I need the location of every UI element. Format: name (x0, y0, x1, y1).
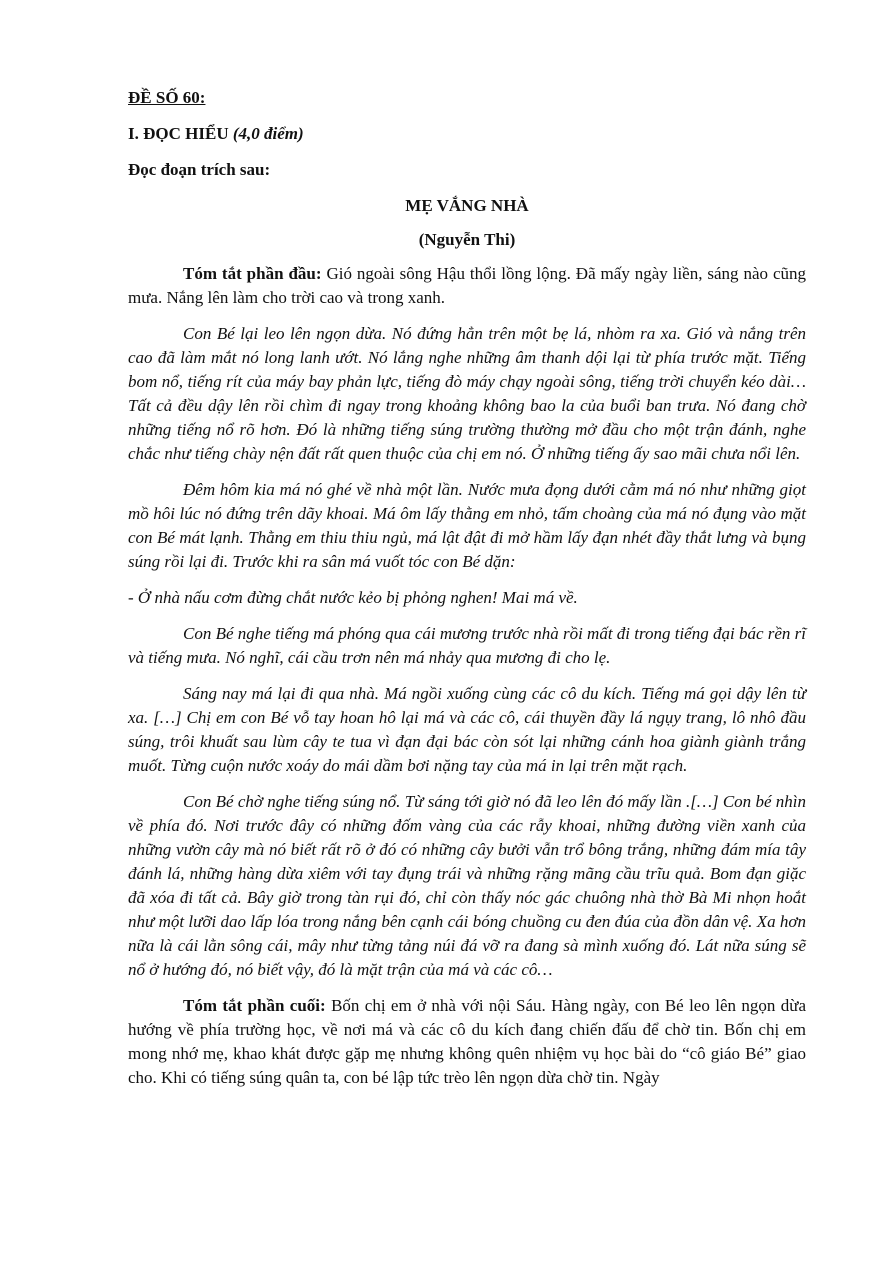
instruction: Đọc đoạn trích sau: (128, 160, 271, 179)
summary-start-text: Gió ngoài sông Hậu thổi lồng lộng. Đã mấy ngày liền, sáng nào cũng mưa. Nắng lên làm cho trời cao và trong xanh. (128, 264, 806, 307)
exam-number: ĐỀ SỐ 60: (128, 88, 206, 107)
section-label: I. ĐỌC HIỂU (128, 124, 229, 143)
summary-end-text: Bốn chị em ở nhà với nội Sáu. Hàng ngày, con Bé leo lên ngọn dừa hướng về phía trường học, về nơi má và các cô du kích đang chiến đấu để chờ tin. Bốn chị em mong nhớ mẹ, khao khát được gặp mẹ nhưng không quên nhiệm vụ học bài do “cô giáo Bé” giao cho. Khi có tiếng súng quân ta, con bé lập tức trèo lên ngọn dừa chờ tin. Ngày (128, 996, 807, 1087)
summary-end-label: Tóm tắt phần cuối: (183, 996, 326, 1015)
document-content (128, 86, 806, 1090)
passage-paragraph: Sáng nay má lại đi qua nhà. Má ngồi xuống cùng các cô du kích. Tiếng má gọi dậy lên từ xa. […] Chị em con Bé vỗ tay hoan hô lại má và các cô, cái thuyền đầy lá ngụy trang, lô nhô đầu súng, trôi khuất sau lùm cây te tua vì đạn đại bác còn sót lại những cánh hoa giành giành trắng muốt. Từng cuộn nước xoáy do mái dầm bơi nặng tay của má in lại trên mặt rạch. (128, 684, 806, 775)
passage-paragraph: Đêm hôm kia má nó ghé về nhà một lần. Nước mưa đọng dưới cằm má nó như những giọt mồ hôi lúc nó đứng trên dãy khoai. Má ôm lấy thằng em nhỏ, tấm choàng của má nó đụng vào mặt con Bé mát lạnh. Thằng em thiu thiu ngủ, má lật đật đi mở hầm lấy đạn nhét đầy thắt lưng và bụng súng rồi lại đi. Trước khi ra sân má vuốt tóc con Bé dặn: (128, 480, 806, 571)
dialog-line: - Ở nhà nấu cơm đừng chắt nước kẻo bị phỏng nghen! Mai má về. (128, 588, 578, 607)
passage-paragraph: Con Bé nghe tiếng má phóng qua cái mương trước nhà rồi mất đi trong tiếng đại bác rền rĩ và tiếng mưa. Nó nghĩ, cái cầu trơn nên má nhảy qua mương đi cho lẹ. (128, 624, 806, 667)
section-heading (128, 122, 806, 146)
passage-author: (Nguyễn Thi) (418, 230, 516, 249)
passage-title: MẸ VẮNG NHÀ (405, 196, 529, 215)
passage-paragraph: Con Bé chờ nghe tiếng súng nổ. Từ sáng tới giờ nó đã leo lên đó mấy lần .[…] Con bé nhìn về phía đó. Nơi trước đây có những đốm vàng của các rẫy khoai, những đường viền xanh của những vườn cây mà nó biết rất rõ ở đó có những cây bưởi vẫn trổ bông trắng, những đám mía tây đánh lá, những hàng dừa xiêm với tay đụng trái và những rặng mãng cầu trĩu quả. Bom đạn giặc đã xóa đi tất cả. Bây giờ trong tàn rụi đó, chỉ còn thấy nóc gác chuông nhà thờ Bà Mi nhọn hoắt như một lưỡi dao lấp lóa trong nắng bên cạnh cái bóng chuồng cu đen đúa của đồn dân vệ. Xa hơn nữa là cái lằn sông cái, mây như từng tảng núi đá vỡ ra đang sà mình xuống đó. Lát nữa súng sẽ nổ ở hướng đó, nó biết vậy, đó là mặt trận của má và các cô… (128, 792, 806, 979)
passage-paragraph: Con Bé lại leo lên ngọn dừa. Nó đứng hẳn trên một bẹ lá, nhòm ra xa. Gió và nắng trên cao đã làm mắt nó long lanh ướt. Nó lắng nghe những âm thanh dội lại từ phía trước mặt. Tiếng bom nổ, tiếng rít của máy bay phản lực, tiếng đò máy chạy ngoài sông, tiếng trời chuyển kéo dài… Tất cả đều dậy lên rồi chìm đi ngay trong khoảng không bao la của buổi ban trưa. Nó đang chờ những tiếng nổ rõ hơn. Đó là những tiếng súng trường thường mở đầu cho một trận đánh, nghe chắc như tiếng chày nện đất rất quen thuộc của chị em nó. Ở những tiếng ấy sao mãi chưa nổi lên. (128, 324, 806, 463)
summary-end (128, 994, 806, 1090)
summary-start (128, 262, 806, 310)
summary-start-label: Tóm tắt phần đầu: (183, 264, 322, 283)
section-points: (4,0 điểm) (232, 124, 304, 143)
